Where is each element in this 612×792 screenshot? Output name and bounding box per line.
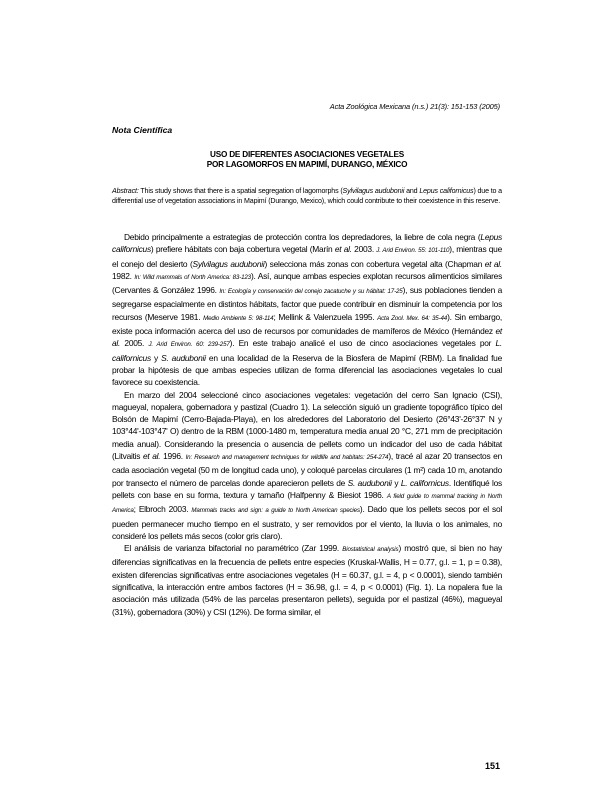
body-text: El análisis de varianza bifactorial no paramétrico (Zar 1999. bbox=[124, 543, 343, 554]
species-name: Sylvilagus audubonii bbox=[192, 258, 265, 269]
abstract-text: ) due to a differential use of vegetation associations in Mapimí (Durango, Mexico), which could contribute to their coexistence in this reserve. bbox=[112, 187, 502, 205]
body-text: 1982. bbox=[112, 270, 135, 281]
et-al: et al. bbox=[484, 258, 502, 269]
species-name: Sylvilagus audubonii bbox=[342, 187, 405, 195]
body-text: 1996. bbox=[160, 451, 186, 462]
citation: Mammals tracks and sign: a guide to North American species bbox=[191, 507, 360, 515]
body-text: y bbox=[391, 477, 401, 488]
abstract-text: and bbox=[404, 187, 420, 195]
species-name: L. californicus bbox=[400, 477, 449, 488]
citation: J. Arid Environ. 60: 239-257 bbox=[148, 341, 230, 349]
body-text: ). En este trabajo analicé el uso de cinco asociaciones vegetales por bbox=[229, 338, 496, 349]
paragraph-results bbox=[112, 542, 502, 618]
title-line-2: POR LAGOMORFOS EN MAPIMÍ, DURANGO, MÉXICO bbox=[206, 160, 408, 169]
citation: Biostatistical analysis bbox=[342, 546, 399, 554]
journal-reference: Acta Zoológica Mexicana (n.s.) 21(3): 151-153 (2005) bbox=[329, 102, 500, 111]
citation: A field guide to mammal tracking in North America bbox=[112, 492, 502, 515]
citation: Medio Ambiente 5: 98-114 bbox=[203, 314, 274, 322]
species-name: S. audubonii bbox=[161, 352, 206, 363]
article-body bbox=[112, 231, 502, 618]
species-name: Lepus californicus bbox=[419, 187, 474, 195]
body-text: 2003. bbox=[351, 244, 377, 255]
body-text: ), sus poblaciones tienden a segregarse espacialmente en distintos hábitats, factor que puede contribuir en disminuir la competencia por los recursos (Meserve 1981. bbox=[112, 285, 503, 322]
abstract-label: Abstract: bbox=[112, 187, 139, 195]
body-text: en una localidad de la Reserva de la Biosfera de Mapimí (RBM). La finalidad fue probar la hipótesis de que ambas especies utilizan de forma diferencial las asociaciones vegetales lo cual favorece su coexistencia. bbox=[112, 352, 502, 388]
body-text: ) selecciona más zonas con cobertura vegetal alta (Chapman bbox=[264, 258, 485, 269]
citation: J. Arid Environ. 55: 101-110 bbox=[376, 247, 450, 255]
body-text: ), mientras que el conejo del desierto ( bbox=[112, 244, 502, 269]
body-text: En marzo del 2004 seleccioné cinco asociaciones vegetales: vegetación del cerro San Ignacio (CSI), magueyal, nopalera, gobernadora y pastizal (Cuadro 1). La selección siguió un gradiente topográfico típico del Bolsón de Mapimí (Cerro-Bajada-Playa), en los alrededores del Laboratorio del Desierto (26°43'-26°37' N y 103°44'-103°47' O) dentro de la RBM (1000-1480 m, temperatura media anual 20 °C, 271 mm de precipitación media anual). Considerando la presencia o ausencia de pellets como un indicador del uso de cada hábitat (Litvaitis bbox=[112, 389, 502, 462]
species-name: L. californicus bbox=[112, 338, 502, 363]
paragraph-introduction bbox=[112, 231, 502, 389]
page-number: 151 bbox=[484, 761, 500, 771]
article-title bbox=[112, 150, 502, 170]
et-al: et al. bbox=[143, 451, 161, 462]
section-label: Nota Científica bbox=[112, 125, 173, 135]
body-text: Debido principalmente a estrategias de protección contra los depredadores, la liebre de cola negra ( bbox=[124, 232, 481, 242]
body-text: ) prefiere hábitats con baja cobertura vegetal (Marín bbox=[150, 244, 335, 255]
citation: Acta Zool. Mex. 64: 35-44 bbox=[377, 314, 448, 322]
citation: In: Research and management techniques for wildlife and habitats: 254-274 bbox=[185, 454, 389, 462]
abstract-text: This study shows that there is a spatial segregation of lagomorphs ( bbox=[138, 187, 343, 195]
species-name: Lepus californicus bbox=[112, 232, 502, 255]
body-text: ). Así, aunque ambas especies explotan recursos alimenticios similares (Cervantes & González 1996. bbox=[112, 270, 503, 296]
et-al: et al. bbox=[334, 244, 352, 255]
body-text: ; Elbroch 2003. bbox=[133, 504, 192, 515]
title-line-1: USO DE DIFERENTES ASOCIACIONES VEGETALES bbox=[210, 150, 404, 159]
citation: In: Ecología y conservación del conejo zacatuche y su hábitat: 17-25 bbox=[219, 288, 403, 296]
body-text: ) mostró que, si bien no hay diferencias significativas en la frecuencia de pellets entre especies (Kruskal-Wallis, H = 0.77, g.l. = 1, p = 0.38), existen diferencias significativas entre asociaciones vegetales (H = 60.37, g.l. = 4, p < 0.0001), siendo también significativa, la interacción entre ambos factores (H = 36.98, g.l. = 4, p < 0.0001) (Fig. 1). La nopalera fue la asociación más utilizada (54% de las parcelas presentaron pellets), seguida por el pastizal (46%), magueyal (31%), gobernadora (30%) y CSI (12%). De forma similar, el bbox=[112, 543, 502, 617]
body-text: y bbox=[150, 352, 162, 363]
et-al: et al. bbox=[112, 326, 502, 349]
citation: In: Wild mammals of North America: 83-123 bbox=[134, 273, 251, 281]
body-text: ). Sin embargo, existe poca información acerca del uso de recursos por comunidades de mamíferos de México (Hernández bbox=[112, 311, 502, 337]
body-text: ; Mellink & Valenzuela 1995. bbox=[273, 311, 378, 322]
body-text: 2005. bbox=[120, 338, 149, 349]
body-text: . Identifiqué los pellets con base en su forma, textura y tamaño (Halfpenny & Biesiot 1986. bbox=[112, 477, 502, 500]
paragraph-methods bbox=[112, 389, 502, 543]
species-name: S. audubonii bbox=[347, 477, 392, 488]
abstract bbox=[112, 187, 502, 206]
body-text: ), tracé al azar 20 transectos en cada asociación vegetal (50 m de longitud cada uno), y coloqué parcelas circulares (1 m²) cada 10 m, anotando por transecto el número de parcelas donde aparecieron pellets de bbox=[112, 451, 502, 488]
body-text: ). Dado que los pellets secos por el sol pueden permanecer mucho tiempo en el sustrato, y ser removidos por el viento, la lluvia o los animales, no consideré los pellets más secos (color gris claro). bbox=[112, 504, 502, 541]
